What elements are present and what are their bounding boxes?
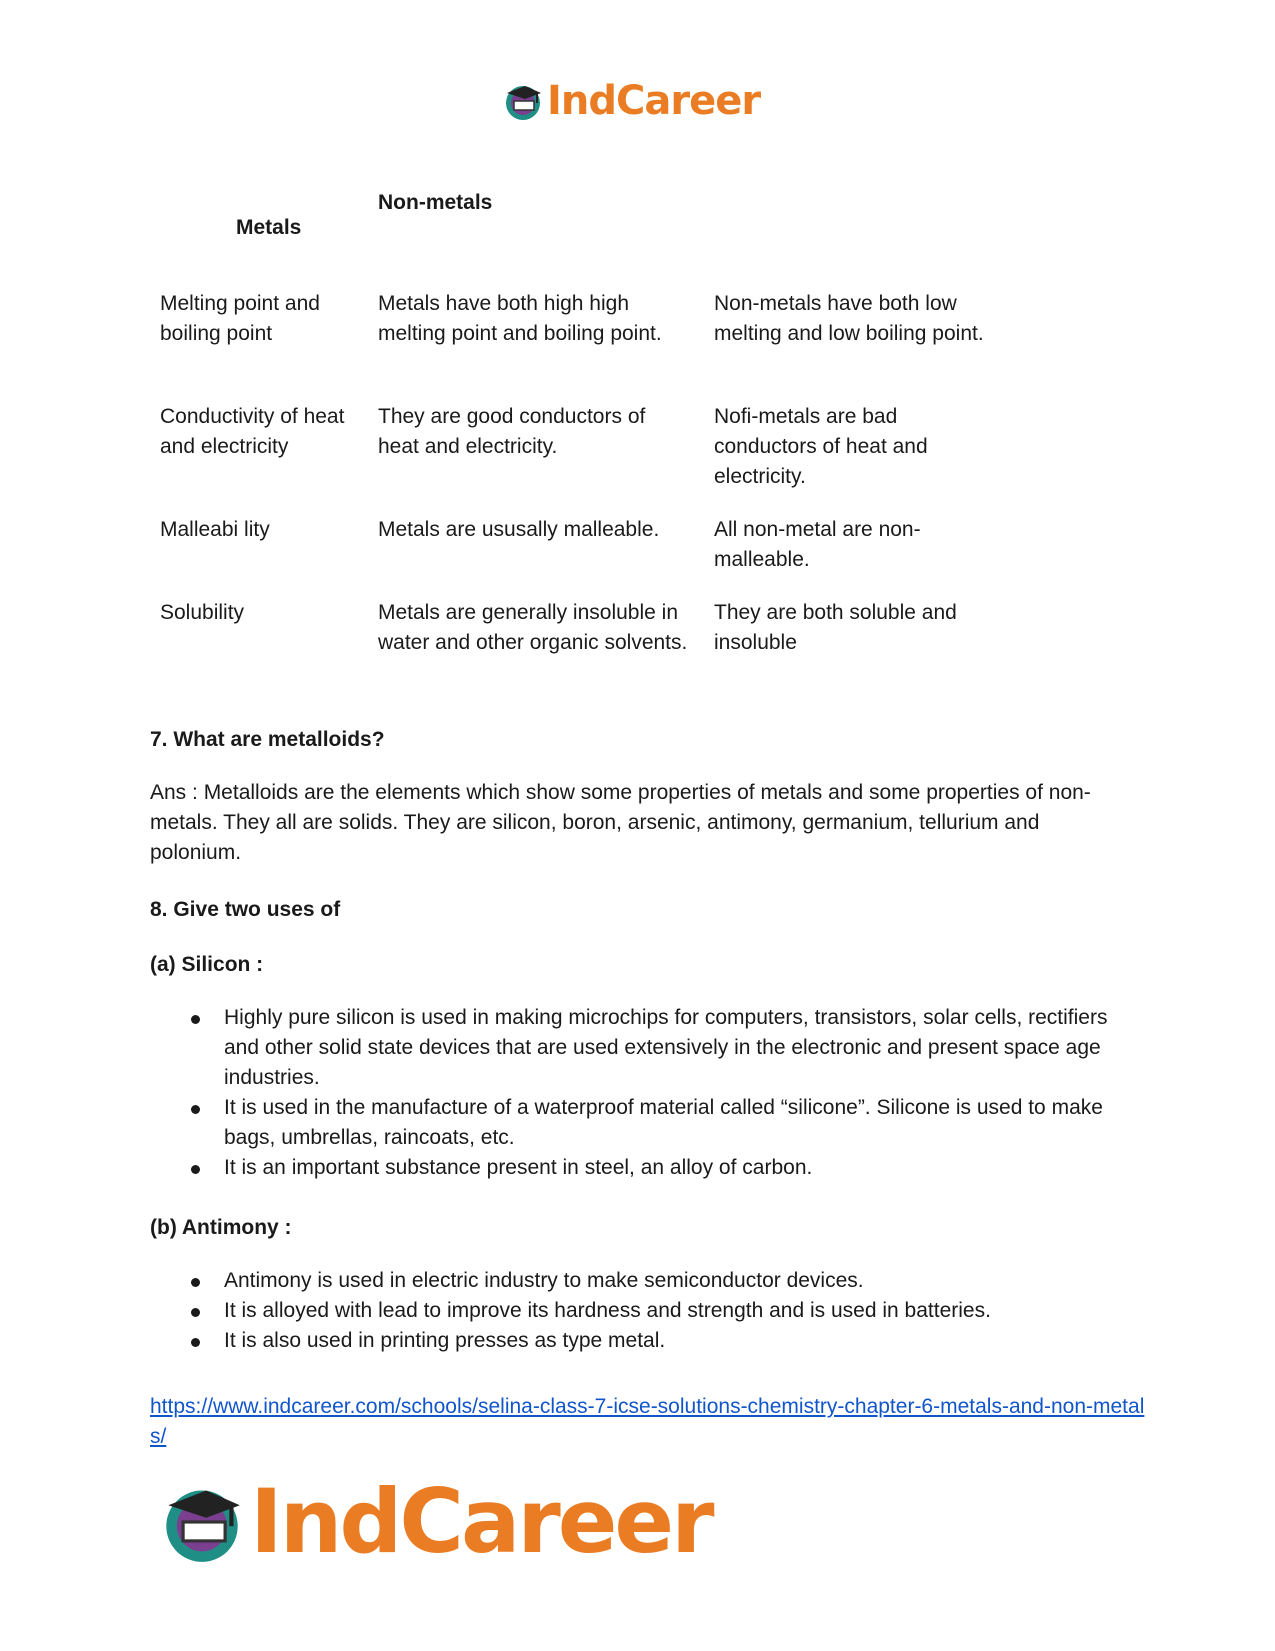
- nonmetals-cell: Nofi-metals are bad conductors of heat and electricity.: [714, 405, 928, 488]
- silicon-uses-list: [185, 1003, 1145, 1183]
- nonmetals-cell: They are both soluble and insoluble: [714, 601, 957, 654]
- antimony-uses-list: [185, 1266, 1145, 1356]
- list-item: Antimony is used in electric industry to make semiconductor devices.: [185, 1266, 1145, 1296]
- list-item: It is alloyed with lead to improve its hardness and strength and is used in batteries.: [185, 1296, 1145, 1326]
- property-cell: Solubility: [160, 601, 245, 624]
- table-header-metals: Metals: [236, 216, 302, 239]
- antimony-heading: (b) Antimony :: [150, 1216, 292, 1239]
- nonmetals-cell: All non-metal are non-malleable.: [714, 518, 921, 571]
- header-logo: [503, 78, 760, 124]
- property-cell: Melting point and boiling point: [160, 292, 320, 345]
- metals-cell: Metals are generally insoluble in water and other organic solvents.: [378, 601, 688, 654]
- silicon-heading: (a) Silicon :: [150, 953, 264, 976]
- list-item: Highly pure silicon is used in making microchips for computers, transistors, solar cells, rectifiers and other solid state devices that are used extensively in the electronic and present space age industries.: [185, 1003, 1145, 1093]
- footer-logo: [160, 1470, 712, 1573]
- property-cell: Malleabi lity: [160, 518, 270, 541]
- source-link[interactable]: https://www.indcareer.com/schools/selina-class-7-icse-solutions-chemistry-chapter-6-metals-and-non-metals/: [150, 1395, 1145, 1448]
- table-header-nonmetals: Non-metals: [378, 191, 493, 214]
- property-cell: Conductivity of heat and electricity: [160, 405, 345, 458]
- question-7: 7. What are metalloids?: [150, 728, 385, 751]
- list-item: It is also used in printing presses as type metal.: [185, 1326, 1145, 1356]
- metals-cell: They are good conductors of heat and electricity.: [378, 405, 646, 458]
- question-8: 8. Give two uses of: [150, 898, 341, 921]
- list-item: It is used in the manufacture of a waterproof material called “silicone”. Silicone is used to make bags, umbrellas, raincoats, etc.: [185, 1093, 1145, 1153]
- graduation-cap-icon: [503, 81, 543, 121]
- metals-cell: Metals have both high high melting point and boiling point.: [378, 292, 662, 345]
- graduation-cap-icon: [160, 1480, 244, 1564]
- metals-cell: Metals are ususally malleable.: [378, 518, 660, 541]
- nonmetals-cell: Non-metals have both low melting and low boiling point.: [714, 292, 984, 345]
- logo-text: IndCareer: [250, 1470, 712, 1573]
- list-item: It is an important substance present in steel, an alloy of carbon.: [185, 1153, 1145, 1183]
- logo-text: IndCareer: [547, 78, 761, 124]
- answer-7: Ans : Metalloids are the elements which show some properties of metals and some properties of non-metals. They all are solids. They are silicon, boron, arsenic, antimony, germanium, tellurium and polonium.: [150, 781, 1091, 864]
